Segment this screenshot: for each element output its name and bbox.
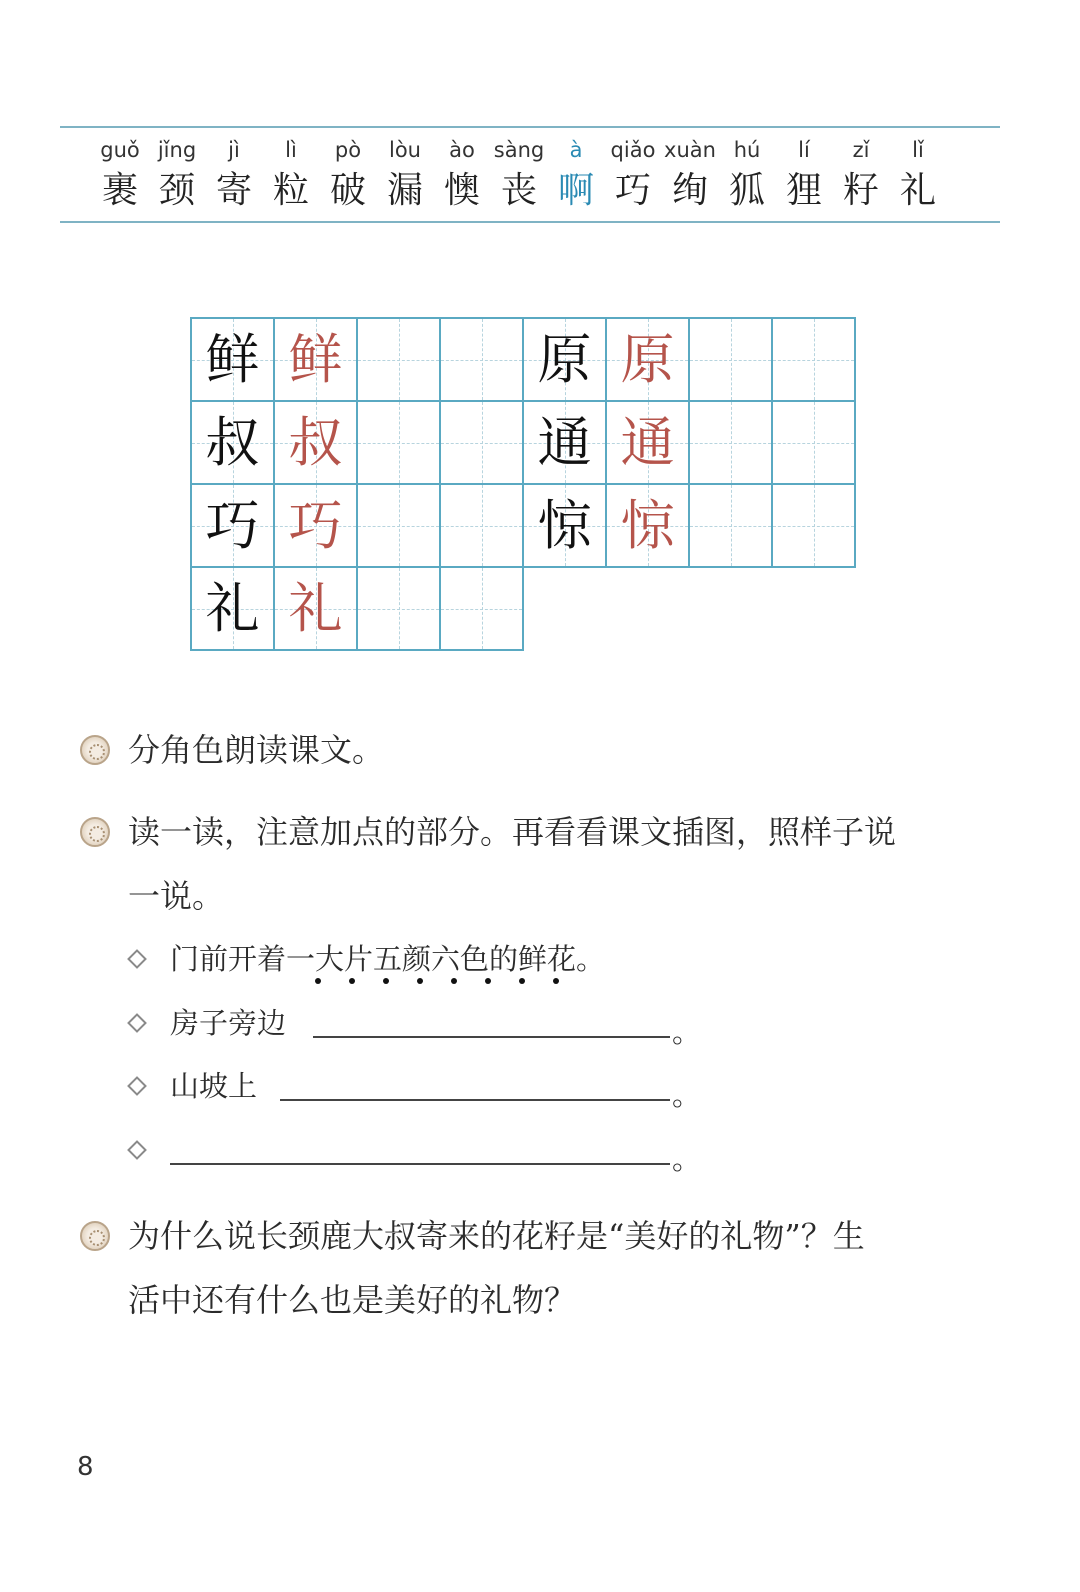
grid-cell-empty[interactable] (771, 400, 856, 485)
answer-blank[interactable] (170, 1163, 670, 1165)
grid-cell-model (190, 400, 275, 485)
vocab-pinyin: lòu (389, 138, 421, 162)
example-2-text: 房子旁边 (170, 1006, 287, 1040)
task-3-text-line1: 为什么说长颈鹿大叔寄来的花籽是“美好的礼物”？生 (128, 1217, 865, 1255)
vocab-hanzi: 颈 (158, 170, 195, 211)
diamond-bullet-icon (127, 1076, 147, 1096)
grid-cell-empty[interactable] (439, 566, 524, 651)
grid-cell-model (522, 483, 607, 568)
vocab-pinyin: lì (285, 138, 297, 162)
task-1-text: 分角色朗读课文。 (128, 731, 385, 769)
grid-cell-model (190, 483, 275, 568)
vocab-hanzi: 寄 (215, 170, 252, 211)
vocab-pinyin: à (569, 138, 583, 162)
vocab-pinyin: ào (449, 138, 475, 162)
grid-cell-empty[interactable] (356, 317, 441, 402)
vocab-hanzi: 裹 (101, 170, 138, 211)
vocab-hanzi: 狸 (785, 170, 822, 211)
task-bullet-icon (80, 817, 110, 847)
vocab-pinyin: pò (334, 138, 362, 162)
model-character: 礼 (205, 576, 260, 640)
grid-cell-model (522, 400, 607, 485)
end-mark: 。 (672, 1015, 702, 1049)
vocab-band (60, 126, 1000, 223)
grid-cell-empty[interactable] (688, 483, 773, 568)
vocab-pinyin: sàng (493, 138, 545, 162)
example-3-text: 山坡上 (170, 1069, 258, 1103)
grid-cell-trace (273, 400, 358, 485)
vocab-pinyin: zǐ (852, 138, 870, 162)
task-2-text-line2: 一说。 (128, 877, 225, 915)
model-character: 通 (537, 410, 592, 474)
grid-cell-trace (605, 400, 690, 485)
grid-cell-empty[interactable] (688, 400, 773, 485)
vocab-hanzi: 狐 (728, 170, 765, 211)
trace-character: 通 (620, 410, 675, 474)
grid-cell-empty[interactable] (771, 317, 856, 402)
grid-cell-empty[interactable] (356, 566, 441, 651)
grid-cell-empty[interactable] (356, 400, 441, 485)
vocab-pinyin: jì (228, 138, 240, 162)
vocab-hanzi: 丧 (500, 170, 537, 211)
example-1-text: 门前开着一大片五颜六色的鲜花。 (170, 942, 606, 976)
model-character: 叔 (205, 410, 260, 474)
grid-cell-model (190, 566, 275, 651)
vocab-pinyin: qiǎo (610, 138, 656, 162)
vocab-pinyin: xuàn (664, 138, 716, 162)
vocab-pinyin: lí (798, 138, 810, 162)
grid-cell-empty[interactable] (439, 317, 524, 402)
grid-cell-empty[interactable] (439, 400, 524, 485)
grid-cell-empty[interactable] (771, 483, 856, 568)
task-bullet-icon (80, 735, 110, 765)
grid-cell-empty[interactable] (439, 483, 524, 568)
vocab-hanzi: 漏 (386, 170, 423, 211)
vocab-pinyin: jǐng (157, 138, 197, 162)
page-number: 8 (77, 1452, 94, 1482)
diamond-bullet-icon (127, 1140, 147, 1160)
task-3-text-line2: 活中还有什么也是美好的礼物？ (128, 1281, 577, 1319)
vocab-hanzi: 粒 (272, 170, 309, 211)
answer-blank[interactable] (313, 1036, 670, 1038)
end-mark: 。 (672, 1142, 702, 1176)
vocab-pinyin: lǐ (912, 138, 924, 162)
grid-cell-trace (273, 317, 358, 402)
vocab-pinyin: hú (733, 138, 761, 162)
vocab-hanzi: 懊 (443, 170, 480, 211)
grid-cell-trace (273, 483, 358, 568)
diamond-bullet-icon (127, 949, 147, 969)
model-character: 惊 (537, 493, 592, 557)
vocab-pinyin: guǒ (100, 138, 140, 162)
model-character: 鲜 (205, 327, 260, 391)
vocab-hanzi: 巧 (614, 170, 651, 211)
task-2-text-line1: 读一读，注意加点的部分。再看看课文插图，照样子说 (128, 813, 897, 851)
trace-character: 叔 (288, 410, 343, 474)
end-mark: 。 (672, 1078, 702, 1112)
grid-cell-model (522, 317, 607, 402)
grid-cell-trace (273, 566, 358, 651)
vocab-hanzi: 绚 (671, 170, 708, 211)
grid-cell-empty[interactable] (688, 317, 773, 402)
vocab-hanzi: 啊 (557, 170, 594, 211)
task-bullet-icon (80, 1221, 110, 1251)
grid-cell-empty[interactable] (356, 483, 441, 568)
model-character: 原 (537, 327, 592, 391)
grid-cell-trace (605, 317, 690, 402)
answer-blank[interactable] (280, 1099, 670, 1101)
trace-character: 原 (620, 327, 675, 391)
diamond-bullet-icon (127, 1013, 147, 1033)
trace-character: 惊 (620, 493, 675, 557)
model-character: 巧 (205, 493, 260, 557)
trace-character: 鲜 (288, 327, 343, 391)
vocab-hanzi: 礼 (899, 170, 936, 211)
trace-character: 巧 (288, 493, 343, 557)
vocab-hanzi: 破 (329, 170, 366, 211)
trace-character: 礼 (288, 576, 343, 640)
vocab-hanzi: 籽 (842, 170, 879, 211)
grid-cell-model (190, 317, 275, 402)
grid-cell-trace (605, 483, 690, 568)
